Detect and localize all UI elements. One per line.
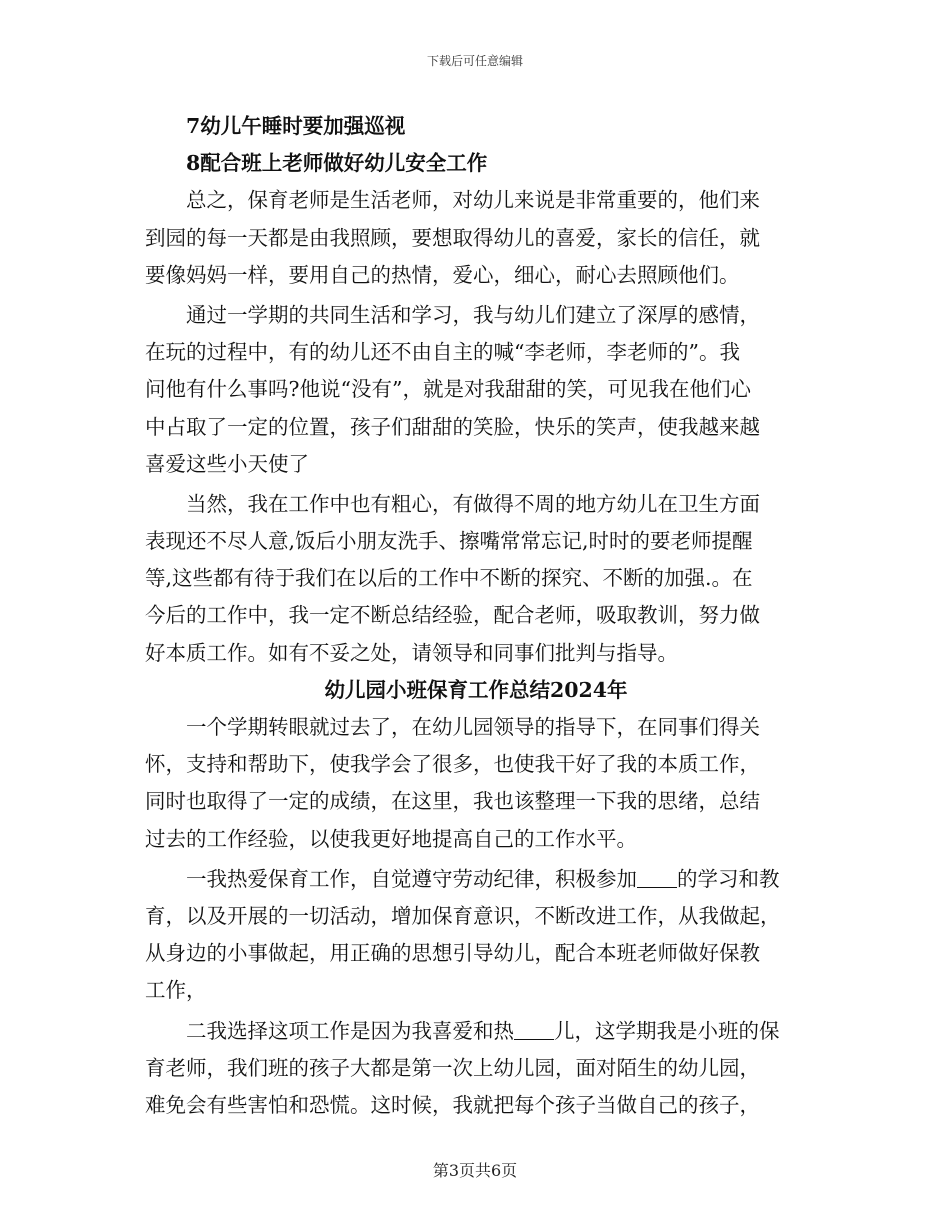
paragraph-line [145,861,807,898]
paragraph-line: 等,这些都有待于我们在以后的工作中不断的探究、不断的加强.。在 [145,566,753,591]
paragraph-line: 育，以及开展的一切活动，增加保育意识，不断改进工作，从我做起， [145,903,781,928]
paragraph-line: 好本质工作。如有不妥之处，请领导和同事们批判与指导。 [145,640,678,665]
text-segment: 一我热爱保育工作，自觉遵守劳动纪律，积极参加 [186,866,637,891]
paragraph-line: 表现还不尽人意,饭后小朋友洗手、擦嘴常常忘记,时时的要老师提醒 [145,529,753,554]
paragraph-line: 过去的工作经验，以使我更好地提高自己的工作水平。 [145,826,637,851]
paragraph-line: 今后的工作中，我一定不断总结经验，配合老师，吸取教训，努力做 [145,603,760,628]
paragraph-line: 怀，支持和帮助下，使我学会了很多，也使我干好了我的本质工作， [145,752,760,777]
paragraph-line: 要像妈妈一样，要用自己的热情，爱心，细心，耐心去照顾他们。 [145,262,740,287]
paragraph-line: 在玩的过程中，有的幼儿还不由自主的喊“李老师，李老师的”。我 [145,340,740,365]
list-item-7: 7幼儿午睡时要加强巡视 [186,114,406,138]
paragraph-line: 通过一学期的共同生活和学习，我与幼儿们建立了深厚的感情， [186,302,760,327]
paragraph-point-two [145,1013,807,1125]
paragraph-line: 从身边的小事做起，用正确的思想引导幼儿，配合本班老师做好保教 [145,941,760,966]
text-segment: 二我选择这项工作是因为我喜爱和热 [186,1018,514,1043]
document-body [145,108,807,1124]
paragraph-line: 问他有什么事吗?他说“没有”，就是对我甜甜的笑，可见我在他们心 [145,377,751,402]
paragraph-line: 难免会有些害怕和恐慌。这时候，我就把每个孩子当做自己的孩子， [145,1092,760,1117]
paragraph-line: 总之，保育老师是生活老师，对幼儿来说是非常重要的，他们来 [186,188,760,213]
paragraph-line: 到园的每一天都是由我照顾，要想取得幼儿的喜爱，家长的信任，就 [145,225,760,250]
paragraph-point-one [145,861,807,1010]
fill-blank [514,1019,554,1040]
paragraph-intro [145,709,807,858]
fill-blank [637,867,677,888]
paragraph-summary [145,182,807,294]
text-segment: 的学习和教 [677,866,780,891]
text-segment: 儿，这学期我是小班的保 [554,1018,780,1043]
paragraph-line: 工作， [145,978,207,1003]
paragraph-line: 喜爱这些小天使了 [145,451,309,476]
paragraph-line: 一个学期转眼就过去了，在幼儿园领导的指导下，在同事们得关 [186,715,760,739]
page-number: 第3页共6页 [432,1161,518,1180]
paragraph-line: 育老师，我们班的孩子大都是第一次上幼儿园，面对陌生的幼儿园， [145,1055,760,1080]
list-item-8: 8配合班上老师做好幼儿安全工作 [186,151,488,176]
paragraph-shortcomings [145,486,807,672]
paragraph-line: 当然，我在工作中也有粗心，有做得不周的地方幼儿在卫生方面 [186,491,760,516]
header-note: 下载后可任意编辑 [426,54,523,68]
paragraph-line: 中占取了一定的位置，孩子们甜甜的笑脸，快乐的笑声，使我越来越 [145,414,760,439]
paragraph-line: 同时也取得了一定的成绩，在这里，我也该整理一下我的思绪，总结 [145,789,760,814]
paragraph-line [145,1013,807,1050]
section-title: 幼儿园小班保育工作总结2024年 [324,677,628,702]
paragraph-relationship [145,297,807,483]
